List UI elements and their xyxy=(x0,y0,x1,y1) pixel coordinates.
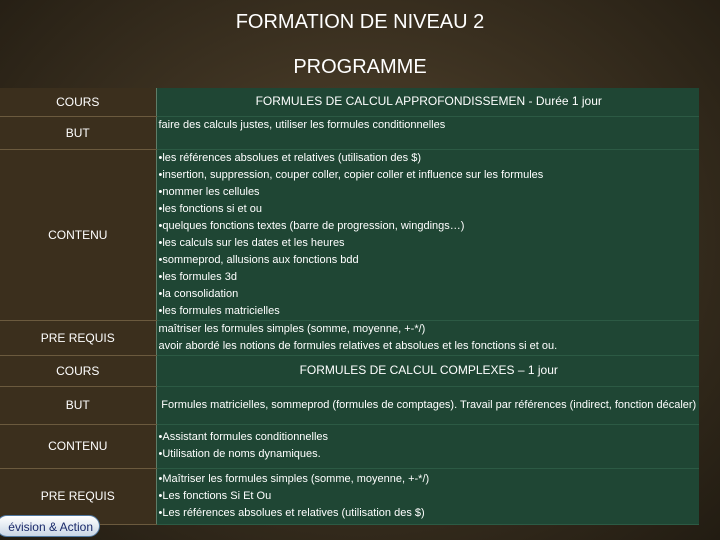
table-row xyxy=(0,468,699,524)
list-item: • Les fonctions Si Et Ou xyxy=(159,488,700,505)
course2-contenu-list xyxy=(159,429,700,463)
table-row xyxy=(0,386,699,424)
course2-contenu xyxy=(156,424,699,468)
list-item: • les références absolues et relatives (utilisation des $) xyxy=(159,150,700,167)
list-item: • les fonctions si et ou xyxy=(159,201,700,218)
list-item: • quelques fonctions textes (barre de progression, wingdings…) xyxy=(159,218,700,235)
course2-but: Formules matricielles, sommeprod (formules de comptages). Travail par références (indirect, fonction décaler) xyxy=(156,386,699,424)
list-item: • Assistant formules conditionnelles xyxy=(159,429,700,446)
course1-contenu-label: CONTENU xyxy=(0,149,156,320)
table-row xyxy=(0,149,699,320)
table-row xyxy=(0,88,699,116)
course2-prereq-list xyxy=(159,471,700,522)
course2-but-label: BUT xyxy=(0,386,156,424)
course2-cours-label: COURS xyxy=(0,355,156,386)
course1-but: faire des calculs justes, utiliser les formules conditionnelles xyxy=(156,116,699,149)
list-item: • les calculs sur les dates et les heures xyxy=(159,235,700,252)
list-item: • les formules matricielles xyxy=(159,303,700,320)
list-item: • les formules 3d xyxy=(159,269,700,286)
course1-prereq-label: PRE REQUIS xyxy=(0,320,156,355)
course1-prereq xyxy=(156,320,699,355)
table-row xyxy=(0,116,699,149)
course2-contenu-label: CONTENU xyxy=(0,424,156,468)
list-item: maîtriser les formules simples (somme, moyenne, +-*/) xyxy=(158,322,426,335)
list-item: avoir abordé les notions de formules relatives et absolues et les fonctions si et ou. xyxy=(158,339,558,352)
course1-prereq-list xyxy=(159,321,700,355)
logo: évision & Action xyxy=(0,515,100,537)
list-item: • Les références absolues et relatives (utilisation des $) xyxy=(159,505,700,522)
list-item: • Utilisation de noms dynamiques. xyxy=(159,446,700,463)
list-item: • sommeprod, allusions aux fonctions bdd xyxy=(159,252,700,269)
page-subtitle: PROGRAMME xyxy=(293,56,427,78)
course1-title: FORMULES DE CALCUL APPROFONDISSEMEN - Durée 1 jour xyxy=(156,88,699,116)
list-item: • insertion, suppression, couper coller, copier coller et influence sur les formules xyxy=(159,167,700,184)
course1-cours-label: COURS xyxy=(0,88,156,116)
table-row xyxy=(0,424,699,468)
program-table xyxy=(0,88,699,525)
table-row xyxy=(0,355,699,386)
list-item: • Maîtriser les formules simples (somme, moyenne, +-*/) xyxy=(159,471,700,488)
list-item: • nommer les cellules xyxy=(159,184,700,201)
course2-title: FORMULES DE CALCUL COMPLEXES – 1 jour xyxy=(156,355,699,386)
table-row xyxy=(0,320,699,355)
page-title: FORMATION DE NIVEAU 2 xyxy=(235,11,485,33)
course1-contenu-list xyxy=(159,150,700,320)
course1-but-label: BUT xyxy=(0,116,156,149)
course1-contenu xyxy=(156,149,699,320)
course2-prereq-label: PRE REQUIS xyxy=(0,468,156,524)
list-item: • la consolidation xyxy=(159,286,700,303)
course2-prereq xyxy=(156,468,699,524)
